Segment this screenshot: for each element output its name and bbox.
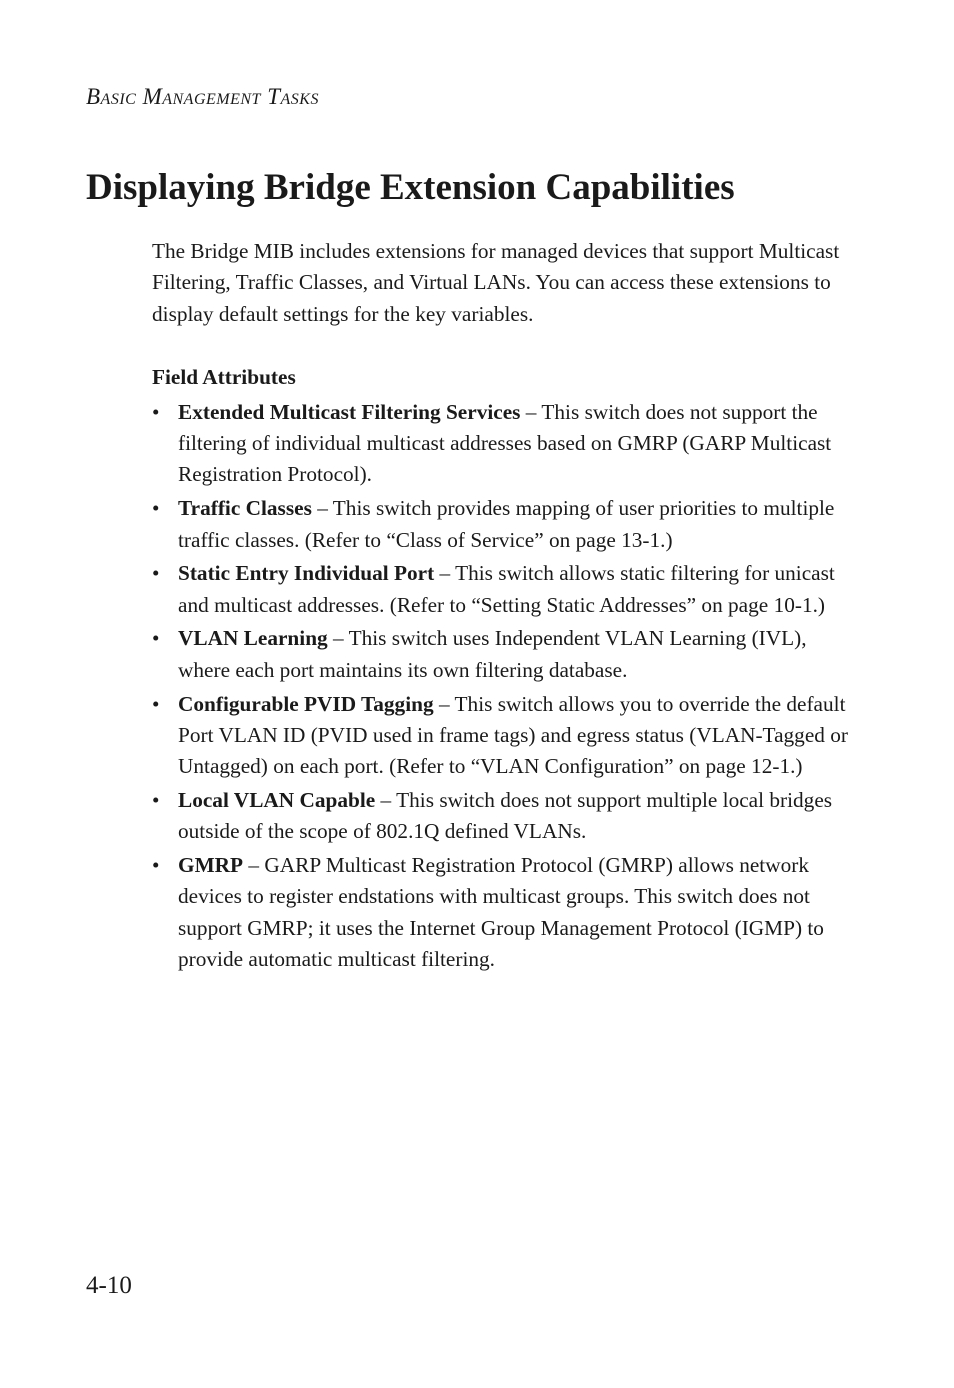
bullet-icon: • — [152, 853, 160, 878]
attribute-term: Local VLAN Capable — [178, 787, 376, 812]
attribute-description: – GARP Multicast Registration Protocol (GMRP) allows network devices to register endstations with multicast groups. This switch does not support GMRP; it uses the Internet Group Management Protocol (IGMP) to provide automatic multicast filtering. — [178, 853, 824, 971]
bullet-icon: • — [152, 399, 160, 424]
page-title: Displaying Bridge Extension Capabilities — [86, 167, 735, 208]
running-header: Basic Management Tasks — [86, 84, 319, 109]
field-attributes-list — [152, 397, 852, 975]
attribute-term: Configurable PVID Tagging — [178, 691, 434, 716]
attribute-description: – This switch allows static filtering for unicast and multicast addresses. (Refer to “Setting Static Addresses” on page 10-1.) — [178, 561, 835, 617]
attribute-term: Extended Multicast Filtering Services — [178, 399, 521, 424]
attribute-term: Static Entry Individual Port — [178, 561, 435, 586]
list-item — [152, 623, 852, 686]
main-content — [152, 236, 852, 978]
list-item — [152, 850, 852, 975]
intro-paragraph: The Bridge MIB includes extensions for managed devices that support Multicast Filtering, Traffic Classes, and Virtual LANs. You can access these extensions to display default settings for the key variables. — [152, 239, 840, 326]
attribute-description: – This switch provides mapping of user priorities to multiple traffic classes. (Refer to “Class of Service” on page 13-1.) — [178, 496, 835, 552]
list-item — [152, 397, 852, 491]
attribute-description: – This switch does not support multiple local bridges outside of the scope of 802.1Q defined VLANs. — [178, 787, 833, 844]
list-item — [152, 689, 852, 783]
attribute-term: VLAN Learning — [178, 626, 328, 651]
bullet-icon: • — [152, 626, 160, 651]
attribute-term: Traffic Classes — [178, 496, 312, 521]
bullet-icon: • — [152, 496, 160, 521]
list-item — [152, 493, 852, 556]
attribute-description: – This switch does not support the filtering of individual multicast addresses based on GMRP (GARP Multicast Registration Protocol). — [178, 399, 832, 487]
list-item — [152, 785, 852, 848]
attribute-description: – This switch uses Independent VLAN Learning (IVL), where each port maintains its own filtering database. — [178, 626, 807, 682]
field-attributes-heading: Field Attributes — [152, 364, 296, 389]
page-number: 4-10 — [86, 1272, 132, 1299]
attribute-term: GMRP — [178, 853, 244, 878]
list-item — [152, 558, 852, 621]
bullet-icon: • — [152, 787, 160, 812]
bullet-icon: • — [152, 691, 160, 716]
bullet-icon: • — [152, 561, 160, 586]
attribute-description: – This switch allows you to override the default Port VLAN ID (PVID used in frame tags) and egress status (VLAN-Tagged or Untagged) on each port. (Refer to “VLAN Configuration” on page 12-1.) — [178, 691, 848, 779]
